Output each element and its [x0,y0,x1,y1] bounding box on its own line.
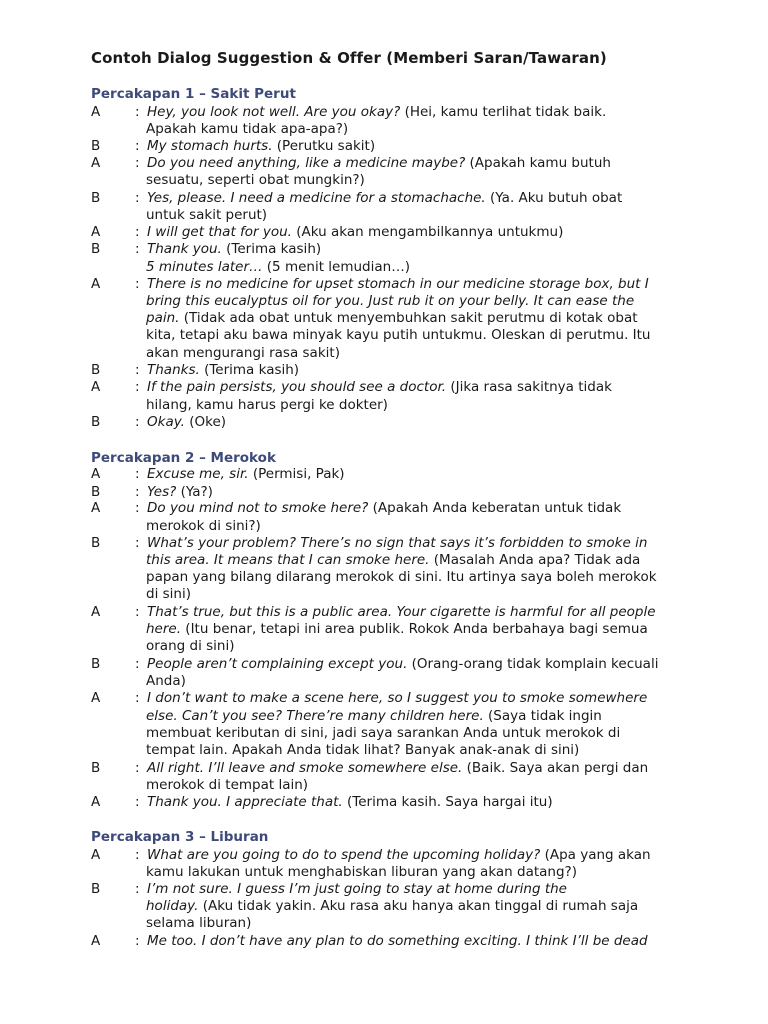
english-text: holiday. [146,898,199,914]
english-text: I’m not sure. I guess I’m just going to stay at home during the [147,881,567,897]
translation-text: (Perutku sakit) [272,138,376,154]
speaker-label: B [91,484,101,500]
translation-text: merokok di tempat lain) [146,777,309,793]
dialog-line [146,259,410,276]
translation-text: (Permisi, Pak) [248,466,345,482]
dialog-line [146,397,388,414]
speaker-colon: : [135,484,140,500]
translation-text: kamu lakukan untuk menghabiskan liburan yang akan datang?) [146,864,577,880]
dialog-line [146,621,648,638]
dialog-line [146,121,348,138]
speaker-label: A [91,379,101,395]
speaker-label: A [91,104,101,120]
speaker-label: A [91,224,101,240]
dialog-line [147,881,567,898]
dialog-line [147,224,563,241]
translation-text: Apakah kamu tidak apa-apa?) [146,121,349,137]
dialog-line [146,569,657,586]
speaker-label: B [91,362,101,378]
dialog-line [146,777,308,794]
translation-text: (Hei, kamu terlihat tidak baik. [400,104,607,120]
speaker-label: B [91,656,101,672]
translation-text: Anda) [146,673,186,689]
speaker-label: B [91,535,101,551]
translation-text: tempat lain. Apakah Anda tidak lihat? Banyak anak-anak di sini) [146,742,580,758]
english-text: Excuse me, sir. [147,466,249,482]
speaker-label: B [91,414,101,430]
dialog-line [147,241,321,258]
english-text: That’s true, but this is a public area. Your cigarette is harmful for all people [147,604,656,620]
dialog-line [146,638,234,655]
translation-text: (Aku akan mengambilkannya untukmu) [291,224,564,240]
english-text: Do you need anything, like a medicine maybe? [147,155,466,171]
dialog-line [146,898,638,915]
translation-text: orang di sini) [146,638,235,654]
speaker-colon: : [135,604,140,620]
translation-text: (Apakah Anda keberatan untuk tidak [368,500,622,516]
speaker-colon: : [135,379,140,395]
english-text: My stomach hurts. [147,138,273,154]
english-text: Hey, you look not well. Are you okay? [147,104,401,120]
translation-text: (Terima kasih. Saya hargai itu) [342,794,553,810]
english-text: I will get that for you. [147,224,292,240]
english-text: What’s your problem? There’s no sign that says it’s forbidden to smoke in [147,535,648,551]
dialog-line [146,673,186,690]
english-text: If the pain persists, you should see a doctor. [147,379,447,395]
english-text: Thank you. [147,241,222,257]
speaker-colon: : [135,794,140,810]
section-heading: Percakapan 2 – Merokok [91,450,276,466]
dialog-line [146,915,251,932]
english-text: Me too. I don’t have any plan to do something exciting. I think I’ll be dead [147,933,648,949]
speaker-label: A [91,847,101,863]
translation-text: (Tidak ada obat untuk menyembuhkan sakit perutmu di kotak obat [179,310,638,326]
speaker-colon: : [135,933,140,949]
english-text: I don’t want to make a scene here, so I suggest you to smoke somewhere [147,690,648,706]
dialog-line [147,656,658,673]
translation-text: (Masalah Anda apa? Tidak ada [429,552,641,568]
english-text: here. [146,621,182,637]
dialog-line [147,138,375,155]
dialog-line [146,293,634,310]
translation-text: selama liburan) [146,915,252,931]
english-text: this area. It means that I can smoke here. [146,552,430,568]
speaker-label: B [91,760,101,776]
dialog-line [146,310,638,327]
translation-text: membuat keributan di sini, jadi saya sarankan Anda untuk merokok di [146,725,621,741]
english-text: Thanks. [147,362,200,378]
speaker-colon: : [135,138,140,154]
english-text: 5 minutes later… [146,259,263,275]
translation-text: di sini) [146,586,191,602]
dialog-line [146,708,602,725]
speaker-label: A [91,500,101,516]
speaker-colon: : [135,881,140,897]
translation-text: merokok di sini?) [146,518,261,534]
dialog-line [147,690,647,707]
dialog-line [146,207,267,224]
dialog-line [147,794,553,811]
translation-text: (Itu benar, tetapi ini area publik. Rokok Anda berbahaya bagi semua [181,621,648,637]
speaker-label: A [91,604,101,620]
speaker-colon: : [135,500,140,516]
speaker-colon: : [135,104,140,120]
english-text: Thank you. I appreciate that. [147,794,343,810]
speaker-colon: : [135,190,140,206]
speaker-label: B [91,138,101,154]
speaker-colon: : [135,362,140,378]
speaker-label: A [91,794,101,810]
speaker-colon: : [135,276,140,292]
translation-text: (Saya tidak ingin [483,708,602,724]
translation-text: (Terima kasih) [221,241,322,257]
translation-text: sesuatu, seperti obat mungkin?) [146,172,365,188]
english-text: Yes, please. I need a medicine for a stomachache. [147,190,486,206]
english-text: People aren’t complaining except you. [147,656,408,672]
english-text: All right. I’ll leave and smoke somewhere else. [147,760,463,776]
speaker-colon: : [135,535,140,551]
speaker-colon: : [135,224,140,240]
english-text: Okay. [147,414,185,430]
speaker-colon: : [135,241,140,257]
translation-text: akan mengurangi rasa sakit) [146,345,340,361]
dialog-line [146,742,579,759]
speaker-label: A [91,933,101,949]
translation-text: (Oke) [184,414,227,430]
speaker-colon: : [135,656,140,672]
dialog-line [147,190,622,207]
speaker-label: A [91,690,101,706]
dialog-line [147,847,651,864]
translation-text: (Jika rasa sakitnya tidak [446,379,612,395]
speaker-colon: : [135,690,140,706]
dialog-line [146,518,261,535]
speaker-label: A [91,466,101,482]
english-text: else. Can’t you see? There’re many children here. [146,708,484,724]
speaker-label: B [91,241,101,257]
dialog-line [146,864,577,881]
translation-text: (Aku tidak yakin. Aku rasa aku hanya akan tinggal di rumah saja [198,898,639,914]
translation-text: hilang, kamu harus pergi ke dokter) [146,397,388,413]
dialog-line [146,725,620,742]
speaker-colon: : [135,155,140,171]
dialog-line [146,327,651,344]
dialog-line [147,760,648,777]
speaker-label: B [91,881,101,897]
dialog-line [147,155,611,172]
speaker-label: B [91,190,101,206]
dialog-line [147,535,647,552]
english-text: bring this eucalyptus oil for you. Just rub it on your belly. It can ease the [146,293,635,309]
dialog-line [147,466,345,483]
speaker-label: A [91,276,101,292]
dialog-line [146,586,191,603]
translation-text: (Terima kasih) [199,362,300,378]
speaker-label: A [91,155,101,171]
translation-text: untuk sakit perut) [146,207,268,223]
dialog-line [146,345,340,362]
translation-text: kita, tetapi aku bawa minyak kayu putih untukmu. Oleskan di perutmu. Itu [146,327,651,343]
dialog-line [147,933,648,950]
translation-text: (Apa yang akan [540,847,651,863]
translation-text: (Ya?) [176,484,213,500]
translation-text: (Ya. Aku butuh obat [485,190,623,206]
translation-text: (Orang-orang tidak komplain kecuali [407,656,659,672]
english-text: Do you mind not to smoke here? [147,500,369,516]
speaker-colon: : [135,414,140,430]
translation-text: (Baik. Saya akan pergi dan [462,760,649,776]
english-text: There is no medicine for upset stomach in our medicine storage box, but I [147,276,649,292]
speaker-colon: : [135,466,140,482]
english-text: Yes? [147,484,177,500]
english-text: What are you going to do to spend the upcoming holiday? [147,847,541,863]
document-title: Contoh Dialog Suggestion & Offer (Memberi Saran/Tawaran) [91,49,607,67]
section-heading: Percakapan 1 – Sakit Perut [91,86,296,102]
translation-text: (5 menit lemudian…) [262,259,410,275]
dialog-line [146,172,365,189]
dialog-line [147,104,606,121]
dialog-line [147,500,621,517]
dialog-line [147,379,612,396]
dialog-line [147,604,656,621]
dialog-line [147,362,299,379]
dialog-line [146,552,640,569]
speaker-colon: : [135,760,140,776]
dialog-line [147,276,649,293]
translation-text: papan yang bilang dilarang merokok di sini. Itu artinya saya boleh merokok [146,569,657,585]
dialog-line [147,484,213,501]
section-heading: Percakapan 3 – Liburan [91,829,269,845]
dialog-line [147,414,226,431]
english-text: pain. [146,310,180,326]
speaker-colon: : [135,847,140,863]
translation-text: (Apakah kamu butuh [465,155,611,171]
